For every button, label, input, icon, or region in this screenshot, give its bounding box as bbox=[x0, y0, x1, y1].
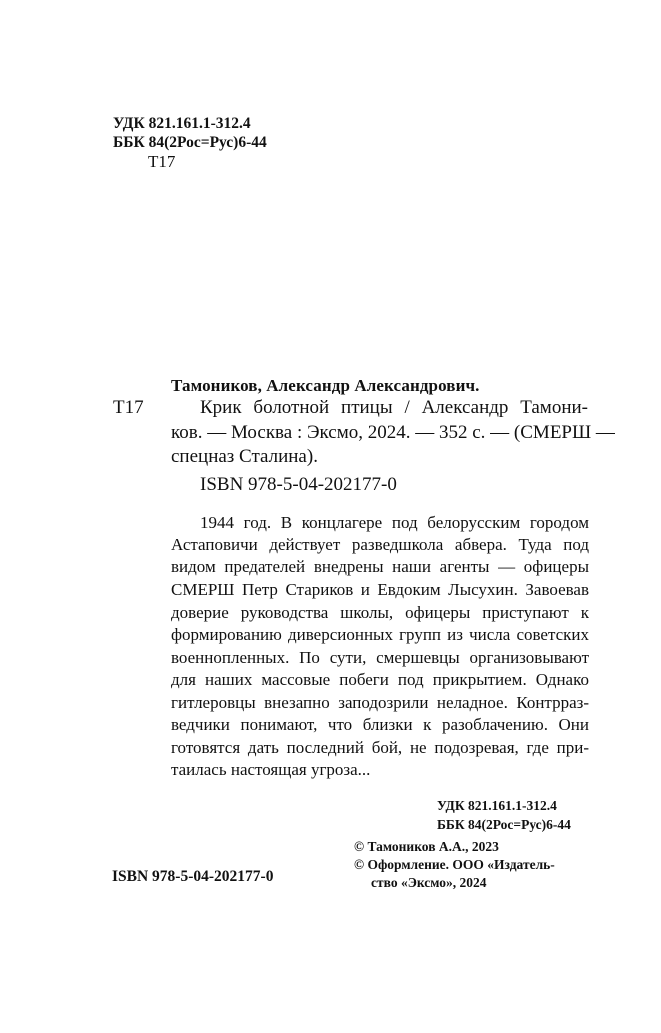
author-mark-top: Т17 bbox=[148, 152, 176, 171]
description-line: спецназ Сталина). bbox=[171, 446, 318, 467]
annotation-line: гитлеровцы внезапно заподозрили неладное. Контрраз- bbox=[171, 693, 589, 712]
annotation-line: военнопленных. По сути, смершевцы организовывают bbox=[171, 648, 589, 667]
bbk-top: ББК 84(2Рос=Рус)6-44 bbox=[113, 134, 267, 151]
copyright-author: © Тамоников А.А., 2023 bbox=[354, 839, 499, 854]
annotation-line: 1944 год. В концлагере под белорусским городом bbox=[200, 513, 589, 532]
isbn-main: ISBN 978-5-04-202177-0 bbox=[200, 474, 397, 495]
annotation-line: ведчики понимают, что близки к разоблачению. Они bbox=[171, 715, 589, 734]
annotation-line: СМЕРШ Петр Стариков и Евдоким Лысухин. Завоевав bbox=[171, 580, 589, 599]
annotation-line: готовятся дать последний бой, не подозревая, где при- bbox=[171, 738, 589, 757]
description-line: ков. — Москва : Эксмо, 2024. — 352 с. — (СМЕРШ — bbox=[171, 422, 615, 443]
author-mark: Т17 bbox=[113, 397, 144, 418]
annotation-line: таилась настоящая угроза... bbox=[171, 760, 371, 779]
annotation-line: формированию диверсионных групп из числа советских bbox=[171, 625, 589, 644]
annotation-line: для наших массовые побеги под прикрытием. Однако bbox=[171, 670, 589, 689]
annotation-line: Астаповичи действует разведшкола абвера. Туда под bbox=[171, 535, 589, 554]
annotation-line: доверие руководства школы, офицеры приступают к bbox=[171, 603, 589, 622]
copyright-design: © Оформление. ООО «Издатель- bbox=[354, 857, 555, 872]
isbn-bottom: ISBN 978-5-04-202177-0 bbox=[112, 868, 274, 885]
udk-top: УДК 821.161.1-312.4 bbox=[113, 115, 251, 132]
description-line: Крик болотной птицы / Александр Тамони- bbox=[200, 397, 588, 418]
copyright-design-cont: ство «Эксмо», 2024 bbox=[371, 875, 487, 890]
bbk-bottom: ББК 84(2Рос=Рус)6-44 bbox=[437, 817, 571, 832]
annotation-line: видом предателей внедрены наши агенты — офицеры bbox=[171, 557, 589, 576]
udk-bottom: УДК 821.161.1-312.4 bbox=[437, 798, 557, 813]
author-heading: Тамоников, Александр Александрович. bbox=[171, 376, 480, 395]
